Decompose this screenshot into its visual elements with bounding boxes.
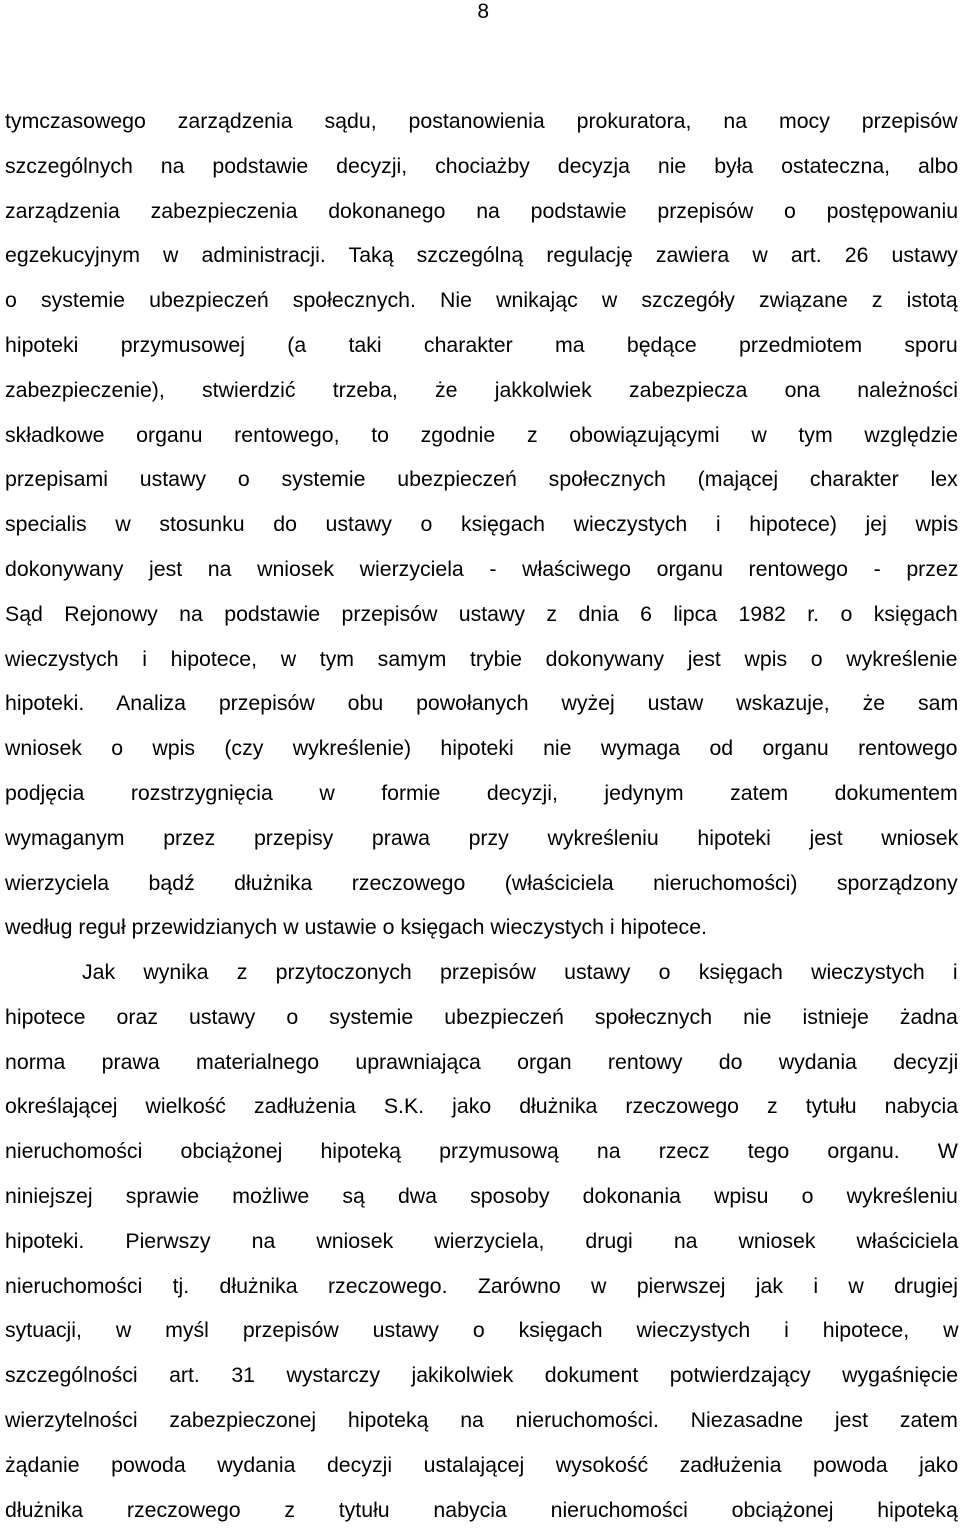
text-line: hipoteki. Analiza przepisów obu powołanych wyżej ustaw wskazuje, że sam bbox=[5, 691, 959, 716]
text-line: dłużnika rzeczowego z tytułu nabycia nieruchomości obciążonej hipoteką bbox=[5, 1497, 958, 1522]
text-line: podjęcia rozstrzygnięcia w formie decyzji, jedynym zatem dokumentem bbox=[5, 780, 958, 805]
text-line: nieruchomości obciążonej hipoteką przymusową na rzecz tego organu. W bbox=[5, 1139, 958, 1164]
text-line: Jak wynika z przytoczonych przepisów ustawy o księgach wieczystych i bbox=[82, 960, 958, 984]
text-line: wniosek o wpis (czy wykreślenie) hipoteki nie wymaga od organu rentowego bbox=[5, 736, 958, 761]
text-line: norma prawa materialnego uprawniająca organ rentowy do wydania decyzji bbox=[5, 1049, 959, 1074]
text-line: dokonywany jest na wniosek wierzyciela - właściwego organu rentowego - przez bbox=[5, 556, 959, 581]
paragraph-1 bbox=[5, 99, 958, 950]
text-line: zarządzenia zabezpieczenia dokonanego na podstawie przepisów o postępowaniu bbox=[5, 198, 959, 223]
text-line: według reguł przewidzianych w ustawie o księgach wieczystych i hipotece. bbox=[5, 915, 707, 940]
text-line: nieruchomości tj. dłużnika rzeczowego. Zarówno w pierwszej jak i w drugiej bbox=[5, 1273, 959, 1298]
text-line: wierzyciela bądź dłużnika rzeczowego (właściciela nieruchomości) sporządzony bbox=[5, 870, 958, 895]
text-line: hipoteki przymusowej (a taki charakter ma będące przedmiotem sporu bbox=[5, 332, 958, 357]
page-number: 8 bbox=[477, 0, 489, 23]
text-line: Sąd Rejonowy na podstawie przepisów ustawy z dnia 6 lipca 1982 r. o księgach bbox=[5, 601, 958, 626]
text-line: wierzytelności zabezpieczonej hipoteką na nieruchomości. Niezasadne jest zatem bbox=[5, 1407, 958, 1432]
text-line: szczególnych na podstawie decyzji, chociażby decyzja nie była ostateczna, albo bbox=[5, 153, 959, 178]
text-line: niniejszej sprawie możliwe są dwa sposoby dokonania wpisu o wykreśleniu bbox=[5, 1183, 958, 1208]
text-line: o systemie ubezpieczeń społecznych. Nie wnikając w szczegóły związane z istotą bbox=[5, 288, 958, 313]
text-line: tymczasowego zarządzenia sądu, postanowienia prokuratora, na mocy przepisów bbox=[5, 109, 958, 133]
text-line: hipoteki. Pierwszy na wniosek wierzyciela, drugi na wniosek właściciela bbox=[5, 1228, 959, 1253]
text-line: sytuacji, w myśl przepisów ustawy o księgach wieczystych i hipotece, w bbox=[5, 1318, 959, 1343]
text-line: szczególności art. 31 wystarczy jakikolwiek dokument potwierdzający wygaśnięcie bbox=[5, 1363, 959, 1388]
text-line: zabezpieczenie), stwierdzić trzeba, że jakkolwiek zabezpiecza ona należności bbox=[5, 377, 958, 402]
text-line: wymaganym przez przepisy prawa przy wykreśleniu hipoteki jest wniosek bbox=[5, 825, 959, 850]
text-line: egzekucyjnym w administracji. Taką szczególną regulację zawiera w art. 26 ustawy bbox=[5, 243, 958, 268]
text-line: określającej wielkość zadłużenia S.K. jako dłużnika rzeczowego z tytułu nabycia bbox=[5, 1094, 959, 1119]
text-line: żądanie powoda wydania decyzji ustalającej wysokość zadłużenia powoda jako bbox=[5, 1452, 959, 1477]
text-line: specialis w stosunku do ustawy o księgach wieczystych i hipotece) jej wpis bbox=[5, 512, 959, 537]
text-line: przepisami ustawy o systemie ubezpieczeń społecznych (mającej charakter lex bbox=[5, 467, 958, 492]
paragraph-2 bbox=[5, 950, 958, 1532]
text-line: składkowe organu rentowego, to zgodnie z obowiązującymi w tym względzie bbox=[5, 422, 958, 447]
text-line: wieczystych i hipotece, w tym samym trybie dokonywany jest wpis o wykreślenie bbox=[5, 646, 958, 671]
text-line: hipotece oraz ustawy o systemie ubezpieczeń społecznych nie istnieje żadna bbox=[5, 1004, 958, 1029]
